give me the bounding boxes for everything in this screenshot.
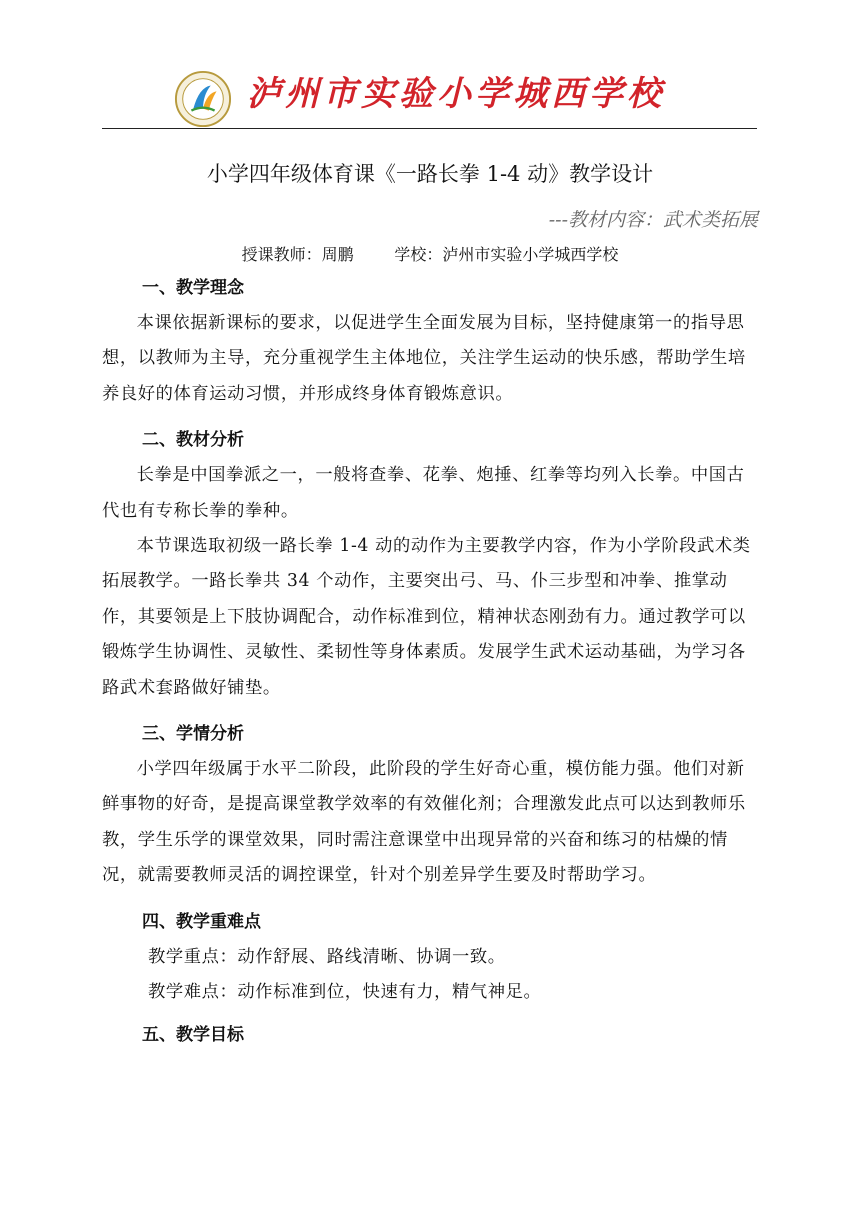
section-heading-philosophy: 一、教学理念: [142, 278, 244, 298]
paragraph: 教学难点：动作标准到位，快速有力，精气神足。: [148, 982, 542, 1003]
paragraph: 小学四年级属于水平二阶段，此阶段的学生好奇心重，模仿能力强。他们对新鲜事物的好奇，是提高课堂教学效率的有效催化剂；合理激发此点可以达到教师乐教，学生乐学的课堂效果，同时需注意课堂中出现异常的兴奋和练习的枯燥的情况，就需要教师灵活的调控课堂，针对个别差异学生要及时帮助学习。: [102, 759, 746, 886]
document-title: 小学四年级体育课《一路长拳 1-4 动》教学设计: [206, 162, 654, 186]
section-heading-key-points: 四、教学重难点: [142, 911, 261, 932]
document-subtitle: ---教材内容：武术类拓展: [548, 209, 758, 231]
page-header: [102, 64, 757, 128]
section-heading-objectives: 五、教学目标: [142, 1024, 244, 1045]
paragraph: 教学重点：动作舒展、路线清晰、协调一致。: [148, 946, 506, 967]
school-name: 泸州市实验小学城西学校: [247, 74, 665, 114]
section-heading-students: 三、学情分析: [142, 724, 244, 745]
paragraph: 本节课选取初级一路长拳 1-4 动的动作为主要教学内容，作为小学阶段武术类拓展教学。一路长拳共 34 个动作，主要突出弓、马、仆三步型和冲拳、推掌动作，其要领是上下肢协调配合，动作标准到位，精神状态刚劲有力。通过教学可以锻炼学生协调性、灵敏性、柔韧性等身体素质。发展学生武术运动基础，为学习各路武术套路做好铺垫。: [102, 536, 751, 698]
paragraph: 长拳是中国拳派之一，一般将查拳、花拳、炮捶、红拳等均列入长拳。中国古代也有专称长拳的拳种。: [102, 465, 745, 521]
header-divider: [102, 128, 757, 129]
document-body: [102, 270, 762, 1053]
paragraph: 本课依据新课标的要求，以促进学生全面发展为目标，坚持健康第一的指导思想，以教师为主导，充分重视学生主体地位，关注学生运动的快乐感，帮助学生培养良好的体育运动习惯，并形成终身体育锻炼意识。: [102, 313, 746, 404]
teacher-school-line: 授课教师：周鹏 学校：泸州市实验小学城西学校: [241, 245, 619, 264]
section-heading-material: 二、教材分析: [142, 430, 244, 451]
school-logo-icon: [174, 70, 232, 128]
